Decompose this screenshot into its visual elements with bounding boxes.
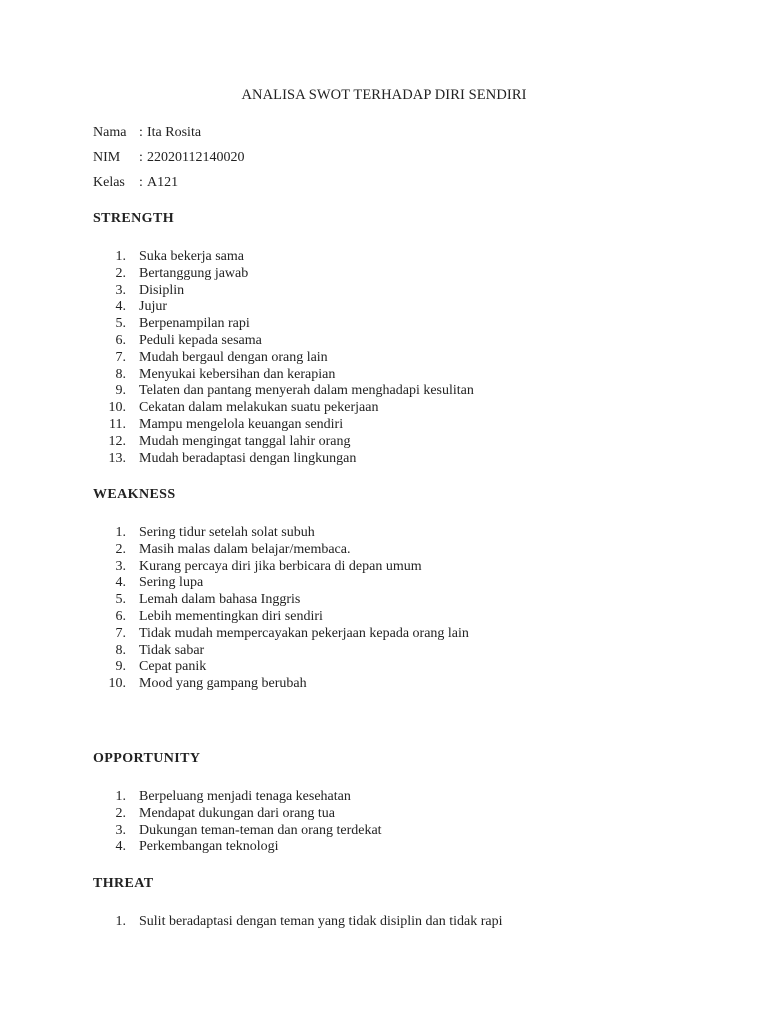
info-value: 22020112140020 [147, 150, 245, 165]
info-value: A121 [147, 175, 179, 190]
section-heading-weakness: WEAKNESS [93, 487, 176, 502]
info-row-nim: NIM : 22020112140020 [93, 150, 245, 165]
info-label: Nama [93, 125, 127, 140]
section-heading-opportunity: OPPORTUNITY [93, 751, 201, 766]
info-label: NIM [93, 150, 121, 165]
section-heading-threat: THREAT [93, 876, 154, 891]
info-value: Ita Rosita [147, 125, 202, 140]
section-heading-strength: STRENGTH [93, 211, 174, 226]
info-label: Kelas [93, 175, 125, 190]
info-row-kelas: Kelas : A121 [93, 175, 179, 190]
document-title: ANALISA SWOT TERHADAP DIRI SENDIRI [241, 87, 527, 103]
info-row-name: Nama : Ita Rosita [93, 125, 202, 140]
